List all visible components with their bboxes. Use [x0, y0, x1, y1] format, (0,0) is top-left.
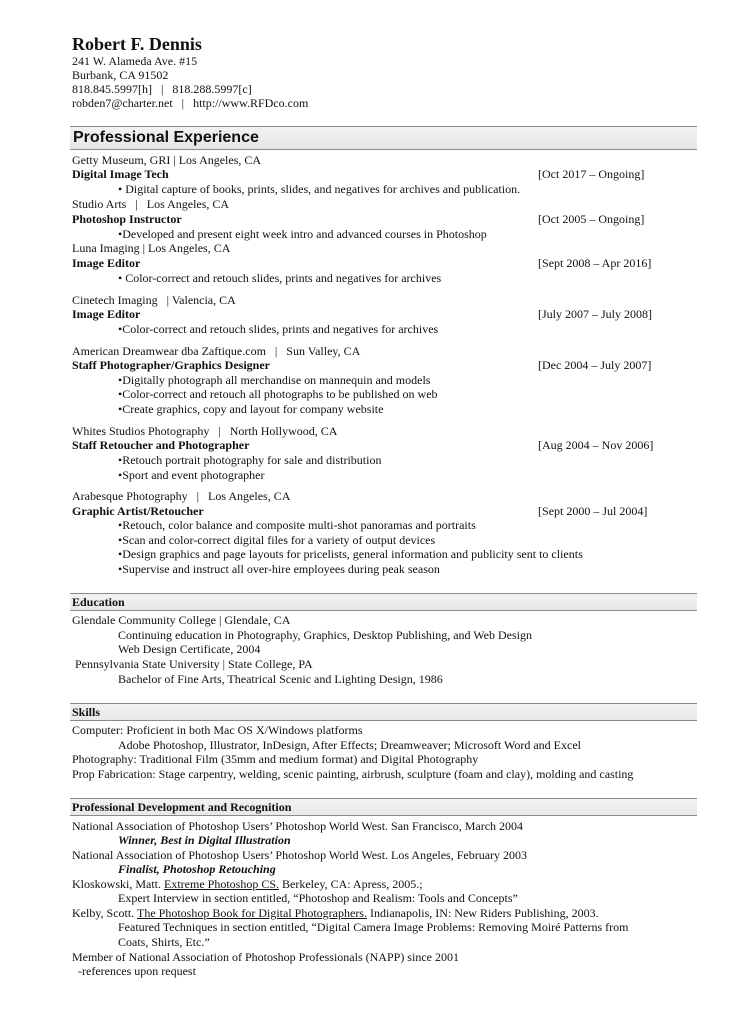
education-line: Glendale Community College | Glendale, CA [72, 613, 291, 627]
job-employer: Luna Imaging | Los Angeles, CA [72, 241, 231, 255]
citation-author: Kloskowski, Matt. [72, 877, 165, 891]
job-bullet: •Retouch portrait photography for sale and distribution [118, 453, 382, 467]
job-title: Photoshop Instructor [72, 212, 182, 226]
skills-line: Adobe Photoshop, Illustrator, InDesign, After Effects; Dreamweaver; Microsoft Word and Excel [118, 738, 581, 752]
email-website[interactable]: robden7@charter.net | http://www.RFDco.com [72, 96, 309, 110]
job-dates: [Aug 2004 – Nov 2006] [538, 438, 654, 452]
job-title: Graphic Artist/Retoucher [72, 504, 204, 518]
skills-line: Computer: Proficient in both Mac OS X/Windows platforms [72, 723, 363, 737]
development-line: Expert Interview in section entitled, “Photoshop and Realism: Tools and Concepts” [118, 891, 518, 905]
section-header-experience [70, 126, 697, 150]
job-dates: [Sept 2000 – Jul 2004] [538, 504, 648, 518]
section-header-skills [70, 703, 697, 721]
job-bullet: •Supervise and instruct all over-hire employees during peak season [118, 562, 440, 576]
citation-author: Kelby, Scott. [72, 906, 137, 920]
citation-publisher: Berkeley, CA: Apress, 2005.; [279, 877, 423, 891]
job-bullet: •Scan and color-correct digital files for a variety of output devices [118, 533, 436, 547]
references-note: -references upon request [72, 964, 196, 978]
job-bullet: •Design graphics and page layouts for pricelists, general information and publicity sent to clients [118, 547, 583, 561]
book-title: The Photoshop Book for Digital Photographers. [137, 906, 367, 920]
section-title: Skills [72, 705, 101, 719]
job-employer: Getty Museum, GRI | Los Angeles, CA [72, 153, 262, 167]
section-title: Education [72, 595, 125, 609]
job-title: Staff Retoucher and Photographer [72, 438, 250, 452]
phone-numbers: 818.845.5997[h] | 818.288.5997[c] [72, 82, 252, 96]
award-line: Finalist, Photoshop Retouching [118, 862, 276, 876]
job-dates: [Oct 2005 – Ongoing] [538, 212, 645, 226]
education-line: Web Design Certificate, 2004 [118, 642, 261, 656]
job-employer: Arabesque Photography | Los Angeles, CA [72, 489, 291, 503]
section-header-development [70, 798, 697, 816]
development-line: National Association of Photoshop Users’ Photoshop World West. San Francisco, March 2004 [72, 819, 524, 833]
section-title: Professional Experience [73, 129, 259, 146]
job-dates: [July 2007 – July 2008] [538, 307, 652, 321]
address-line-1: 241 W. Alameda Ave. #15 [72, 54, 198, 68]
development-line: National Association of Photoshop Users’ Photoshop World West. Los Angeles, February 2003 [72, 848, 528, 862]
job-employer: American Dreamwear dba Zaftique.com | Sun Valley, CA [72, 344, 361, 358]
development-line: Member of National Association of Photoshop Professionals (NAPP) since 2001 [72, 950, 459, 964]
book-title: Extreme Photoshop CS. [164, 877, 280, 891]
skills-line: Photography: Traditional Film (35mm and medium format) and Digital Photography [72, 752, 479, 766]
job-employer: Whites Studios Photography | North Hollywood, CA [72, 424, 338, 438]
award-line: Winner, Best in Digital Illustration [118, 833, 291, 847]
citation-line [72, 906, 599, 920]
development-line: Featured Techniques in section entitled, “Digital Camera Image Problems: Removing Moiré Patterns from [118, 920, 629, 934]
development-line: Coats, Shirts, Etc.” [118, 935, 210, 949]
job-bullet: •Color-correct and retouch slides, prints and negatives for archives [118, 322, 439, 336]
resume-name: Robert F. Dennis [72, 34, 202, 54]
job-bullet: •Developed and present eight week intro and advanced courses in Photoshop [118, 227, 487, 241]
job-dates: [Dec 2004 – July 2007] [538, 358, 652, 372]
job-employer: Studio Arts | Los Angeles, CA [72, 197, 230, 211]
job-employer: Cinetech Imaging | Valencia, CA [72, 293, 236, 307]
section-header-education [70, 593, 697, 611]
job-bullet: •Create graphics, copy and layout for company website [118, 402, 384, 416]
job-bullet: •Sport and event photographer [118, 468, 265, 482]
job-bullet: • Digital capture of books, prints, slides, and negatives for archives and publication. [118, 182, 521, 196]
job-title: Digital Image Tech [72, 167, 169, 181]
address-line-2: Burbank, CA 91502 [72, 68, 169, 82]
citation-line [72, 877, 423, 891]
section-title: Professional Development and Recognition [72, 800, 292, 814]
job-dates: [Oct 2017 – Ongoing] [538, 167, 645, 181]
job-bullet: • Color-correct and retouch slides, prints and negatives for archives [118, 271, 442, 285]
citation-publisher: Indianapolis, IN: New Riders Publishing, 2003. [366, 906, 599, 920]
education-line: Bachelor of Fine Arts, Theatrical Scenic and Lighting Design, 1986 [118, 672, 443, 686]
job-bullet: •Color-correct and retouch all photographs to be published on web [118, 387, 438, 401]
skills-line: Prop Fabrication: Stage carpentry, welding, scenic painting, airbrush, sculpture (foam and clay), molding and casting [72, 767, 634, 781]
job-title: Staff Photographer/Graphics Designer [72, 358, 270, 372]
education-line: Pennsylvania State University | State College, PA [72, 657, 313, 671]
job-title: Image Editor [72, 256, 141, 270]
education-line: Continuing education in Photography, Graphics, Desktop Publishing, and Web Design [118, 628, 532, 642]
job-bullet: •Digitally photograph all merchandise on mannequin and models [118, 373, 431, 387]
job-title: Image Editor [72, 307, 141, 321]
job-dates: [Sept 2008 – Apr 2016] [538, 256, 652, 270]
job-bullet: •Retouch, color balance and composite multi-shot panoramas and portraits [118, 518, 476, 532]
